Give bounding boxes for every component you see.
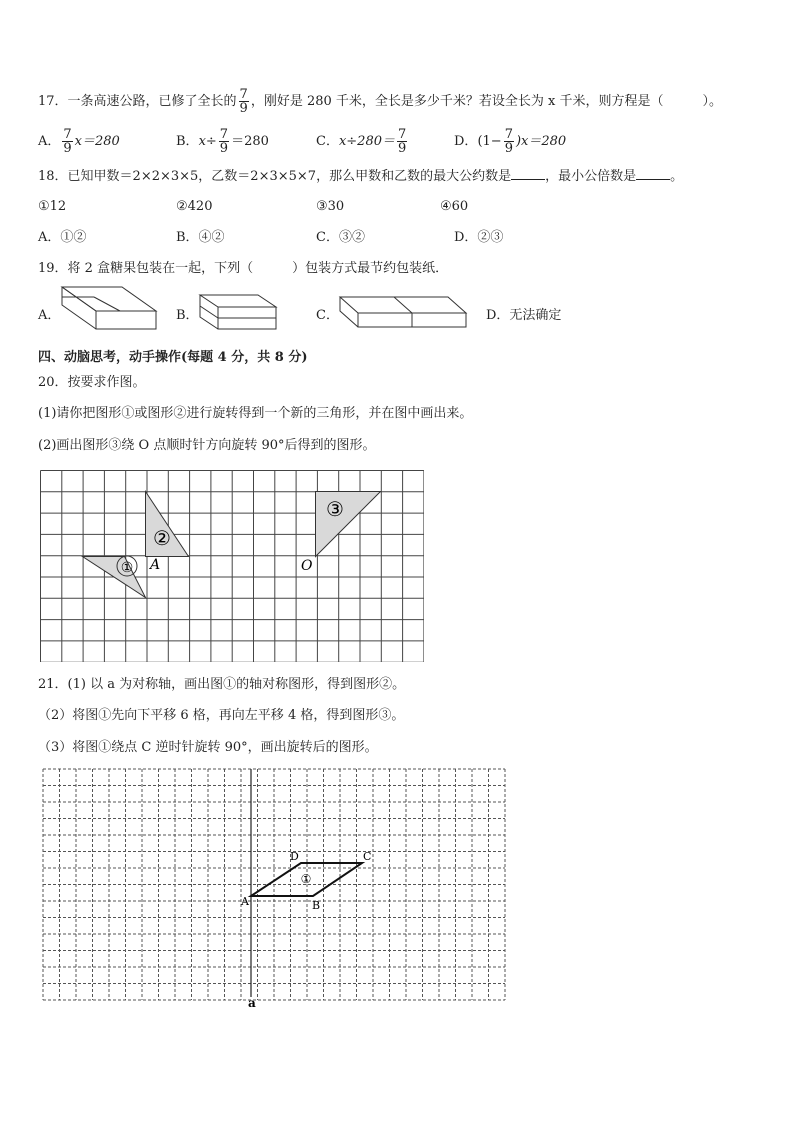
q17-fraction: $\frac{7}{9}$ (239, 87, 248, 116)
q21-grid-lines (43, 769, 505, 1000)
q20-title: 20．按要求作图。 (38, 375, 146, 390)
q21-point-d: D (290, 850, 299, 863)
q21-sub3: （3）将图①绕点 C 逆时针旋转 90°，画出旋转后的图形。 (38, 740, 378, 755)
q18-item-2: ②420 (176, 199, 213, 214)
q20-sub2: (2)画出图形③绕 O 点顺时针方向旋转 90°后得到的图形。 (38, 438, 376, 453)
q17-option-a: A． $\frac{7}{9}$ x＝280 (38, 127, 120, 156)
q21-point-b: B (312, 899, 321, 912)
q19-label-d: D．无法确定 (486, 308, 562, 323)
q17-text-b: ，刚好是 280 千米，全长是多少千米？若设全长为 x 千米，则方程是（ ）。 (250, 94, 723, 109)
q21-sub2: （2）将图①先向下平移 6 格，再向左平移 4 格，得到图形③。 (38, 708, 405, 723)
q21-grid[interactable] (38, 765, 514, 1011)
q18-item-1: ①12 (38, 199, 67, 214)
q18-item-4: ④60 (440, 199, 469, 214)
q17-stem (38, 88, 722, 115)
q21-sub1: 21．(1) 以 a 为对称轴，画出图①的轴对称图形，得到图形②。 (38, 677, 406, 692)
q21-shape-label: ① (300, 872, 312, 886)
q20-label-3: ③ (326, 497, 344, 521)
q18-stem: 18．已知甲数＝2×2×3×5，乙数＝2×3×5×7，那么甲数和乙数的最大公约数是 ，最小公倍数是 。 (38, 169, 684, 184)
q18-option-d: D．②③ (454, 230, 504, 245)
q18-option-b: B．④② (176, 230, 225, 245)
q19-box-b (198, 293, 280, 335)
q18-option-a: A．①② (38, 230, 87, 245)
q17-option-d: D．(1− $\frac{7}{9}$ )x＝280 (454, 127, 567, 156)
q21-axis-label: a (248, 996, 256, 1010)
q17-option-c: C．x÷280＝ $\frac{7}{9}$ (316, 127, 407, 156)
q21-point-c: C (363, 850, 372, 863)
q18-blank-lcm[interactable] (636, 167, 670, 180)
q20-grid[interactable] (38, 466, 424, 662)
q20-sub1: (1)请你把图形①或图形②进行旋转得到一个新的三角形，并在图中画出来。 (38, 406, 473, 421)
q19-label-a: A． (38, 308, 61, 323)
q18-blank-gcd[interactable] (511, 167, 545, 180)
q18-option-c: C．③② (316, 230, 365, 245)
q20-label-2: ② (153, 526, 171, 550)
q19-box-a (60, 285, 160, 335)
q20-point-o: O (301, 558, 313, 574)
q19-stem: 19．将 2 盒糖果包装在一起，下列（ ）包装方式最节约包装纸． (38, 261, 449, 276)
q20-point-a: A (150, 557, 161, 573)
q19-box-c (338, 295, 470, 333)
q19-label-c: C． (316, 308, 339, 323)
q18-item-3: ③30 (316, 199, 345, 214)
q17-text-a: 17．一条高速公路，已修了全长的 (38, 94, 237, 109)
q17-option-b: B．x÷ $\frac{7}{9}$ ＝280 (176, 127, 269, 156)
section-4-title: 四、动脑思考，动手操作(每题 4 分，共 8 分) (38, 350, 308, 365)
q19-label-b: B． (176, 308, 199, 323)
q20-label-1: ① (120, 560, 134, 576)
q21-point-a: A (241, 895, 249, 908)
